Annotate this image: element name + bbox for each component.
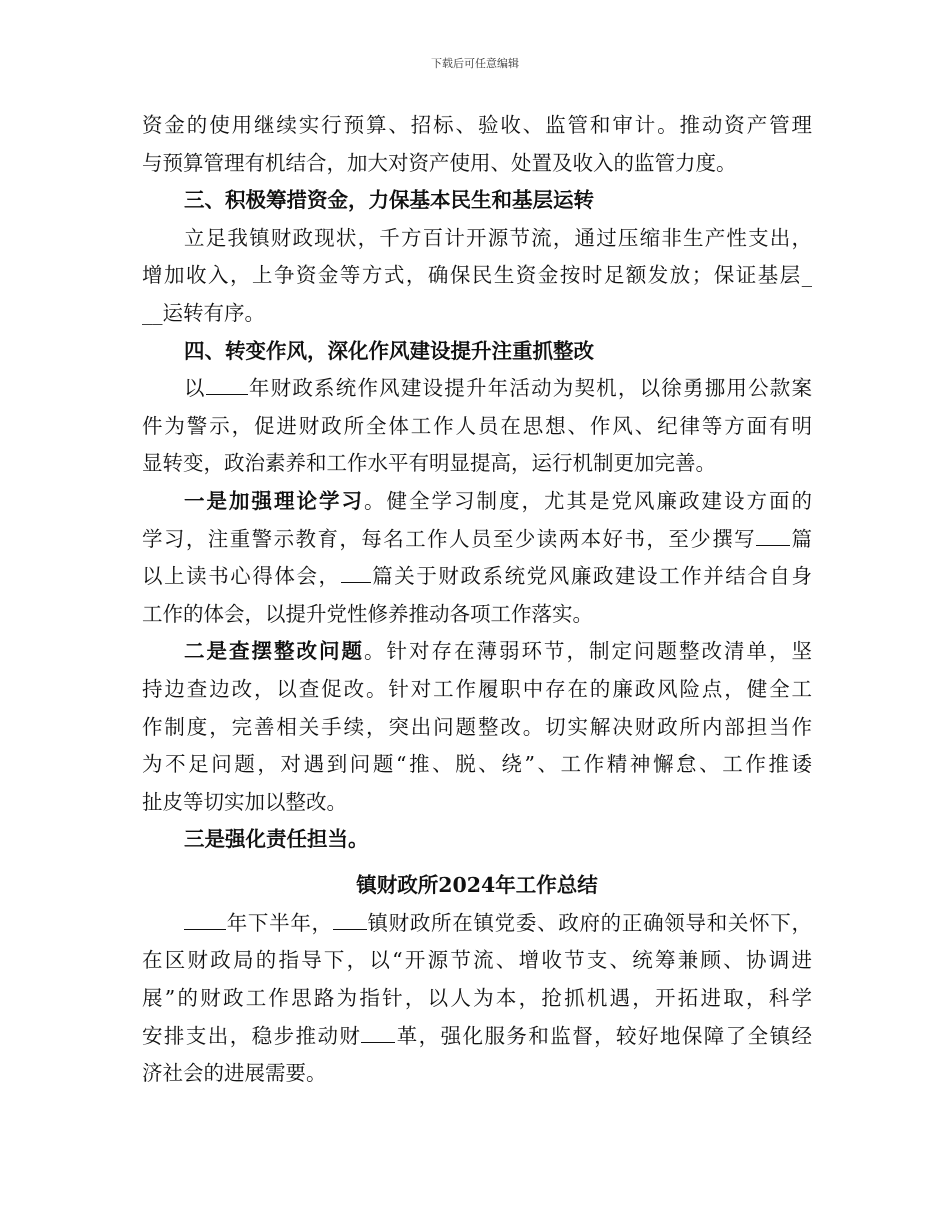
- paragraph-line: 为不足问题，对遇到问题“推、脱、绕”、工作精神懈怠、工作推诿: [142, 752, 812, 777]
- paragraph-line: 持边查边改，以查促改。针对工作履职中存在的廉政风险点，健全工: [142, 676, 812, 701]
- fill-blank: [361, 1022, 395, 1042]
- text-run: 。健全学习制度，尤其是党风廉政建设方面的: [364, 488, 812, 513]
- paragraph-line: 作制度，完善相关手续，突出问题整改。切实解决财政所内部担当作: [142, 714, 812, 739]
- text-run: 学习，注重警示教育，每名工作人员至少读两本好书，至少撰写: [142, 526, 757, 551]
- paragraph-line: 济社会的进展需要。: [142, 1061, 327, 1086]
- document-body: [142, 107, 812, 1093]
- text-run: 年财政系统作风建设提升年活动为契机，以徐勇挪用公款案: [247, 376, 813, 401]
- paragraph-lead: 三是强化责任担当。: [184, 827, 369, 852]
- paragraph-line: 与预算管理有机结合，加大对资产使用、处置及收入的监管力度。: [142, 150, 737, 175]
- paragraph-lead: 一是加强理论学习: [184, 488, 364, 513]
- text-run: 年下半年，: [226, 910, 333, 935]
- paragraph-line: 立足我镇财政现状，千方百计开源节流，通过压缩非生产性支出，: [184, 225, 812, 250]
- fill-blank: [206, 375, 248, 395]
- paragraph-line: __运转有序。: [142, 300, 265, 325]
- text-run: 以: [184, 376, 206, 401]
- paragraph-line: [142, 558, 812, 596]
- paragraph-line: 件为警示，促进财政所全体工作人员在思想、作风、纪律等方面有明: [142, 413, 812, 438]
- text-run: 镇财政所在镇党委、政府的正确领导和关怀下，: [366, 910, 813, 935]
- document-title: 镇财政所2024年工作总结: [356, 872, 598, 897]
- text-run: 篇关于财政系统党风廉政建设工作并结合自身: [370, 564, 813, 589]
- paragraph-line: 扯皮等切实加以整改。: [142, 789, 347, 814]
- paragraph-line: [142, 483, 812, 521]
- paragraph-line: 在区财政局的指导下，以“开源节流、增收节支、统筹兼顾、协调进: [142, 948, 812, 973]
- fill-blank: [333, 909, 367, 929]
- paragraph-line: [142, 521, 812, 559]
- paragraph-line: [142, 905, 812, 943]
- section-heading-4: 四、转变作风，深化作风建设提升注重抓整改: [184, 338, 594, 363]
- text-run: 安排支出，稳步推动财: [142, 1023, 362, 1048]
- paragraph-line: 增加收入，上争资金等方式，确保民生资金按时足额发放；保证基层_: [142, 263, 812, 288]
- fill-blank: [341, 563, 371, 583]
- fill-blank: [184, 909, 226, 929]
- text-run: 篇: [790, 526, 813, 551]
- paragraph-line: 工作的体会，以提升党性修养推动各项工作落实。: [142, 601, 593, 626]
- paragraph-line: 显转变，政治素养和工作水平有明显提高，运行机制更加完善。: [142, 451, 716, 476]
- page-header: 下载后可任意编辑: [431, 57, 519, 70]
- paragraph-line: 资金的使用继续实行预算、招标、验收、监管和审计。推动资产管理: [142, 113, 812, 137]
- paragraph-line: [142, 633, 812, 671]
- paragraph-line: [142, 1018, 812, 1056]
- text-run: 。针对存在薄弱环节，制定问题整改清单，坚: [364, 639, 812, 664]
- paragraph-line: 展”的财政工作思路为指针，以人为本，抢抓机遇，开拓进取，科学: [142, 986, 812, 1011]
- paragraph-lead: 二是查摆整改问题: [184, 639, 364, 664]
- text-run: 革，强化服务和监督，较好地保障了全镇经: [395, 1023, 813, 1048]
- text-run: 以上读书心得体会，: [142, 564, 341, 589]
- fill-blank: [756, 525, 790, 545]
- paragraph-line: [142, 370, 812, 408]
- section-heading-3: 三、积极筹措资金，力保基本民生和基层运转: [184, 188, 594, 213]
